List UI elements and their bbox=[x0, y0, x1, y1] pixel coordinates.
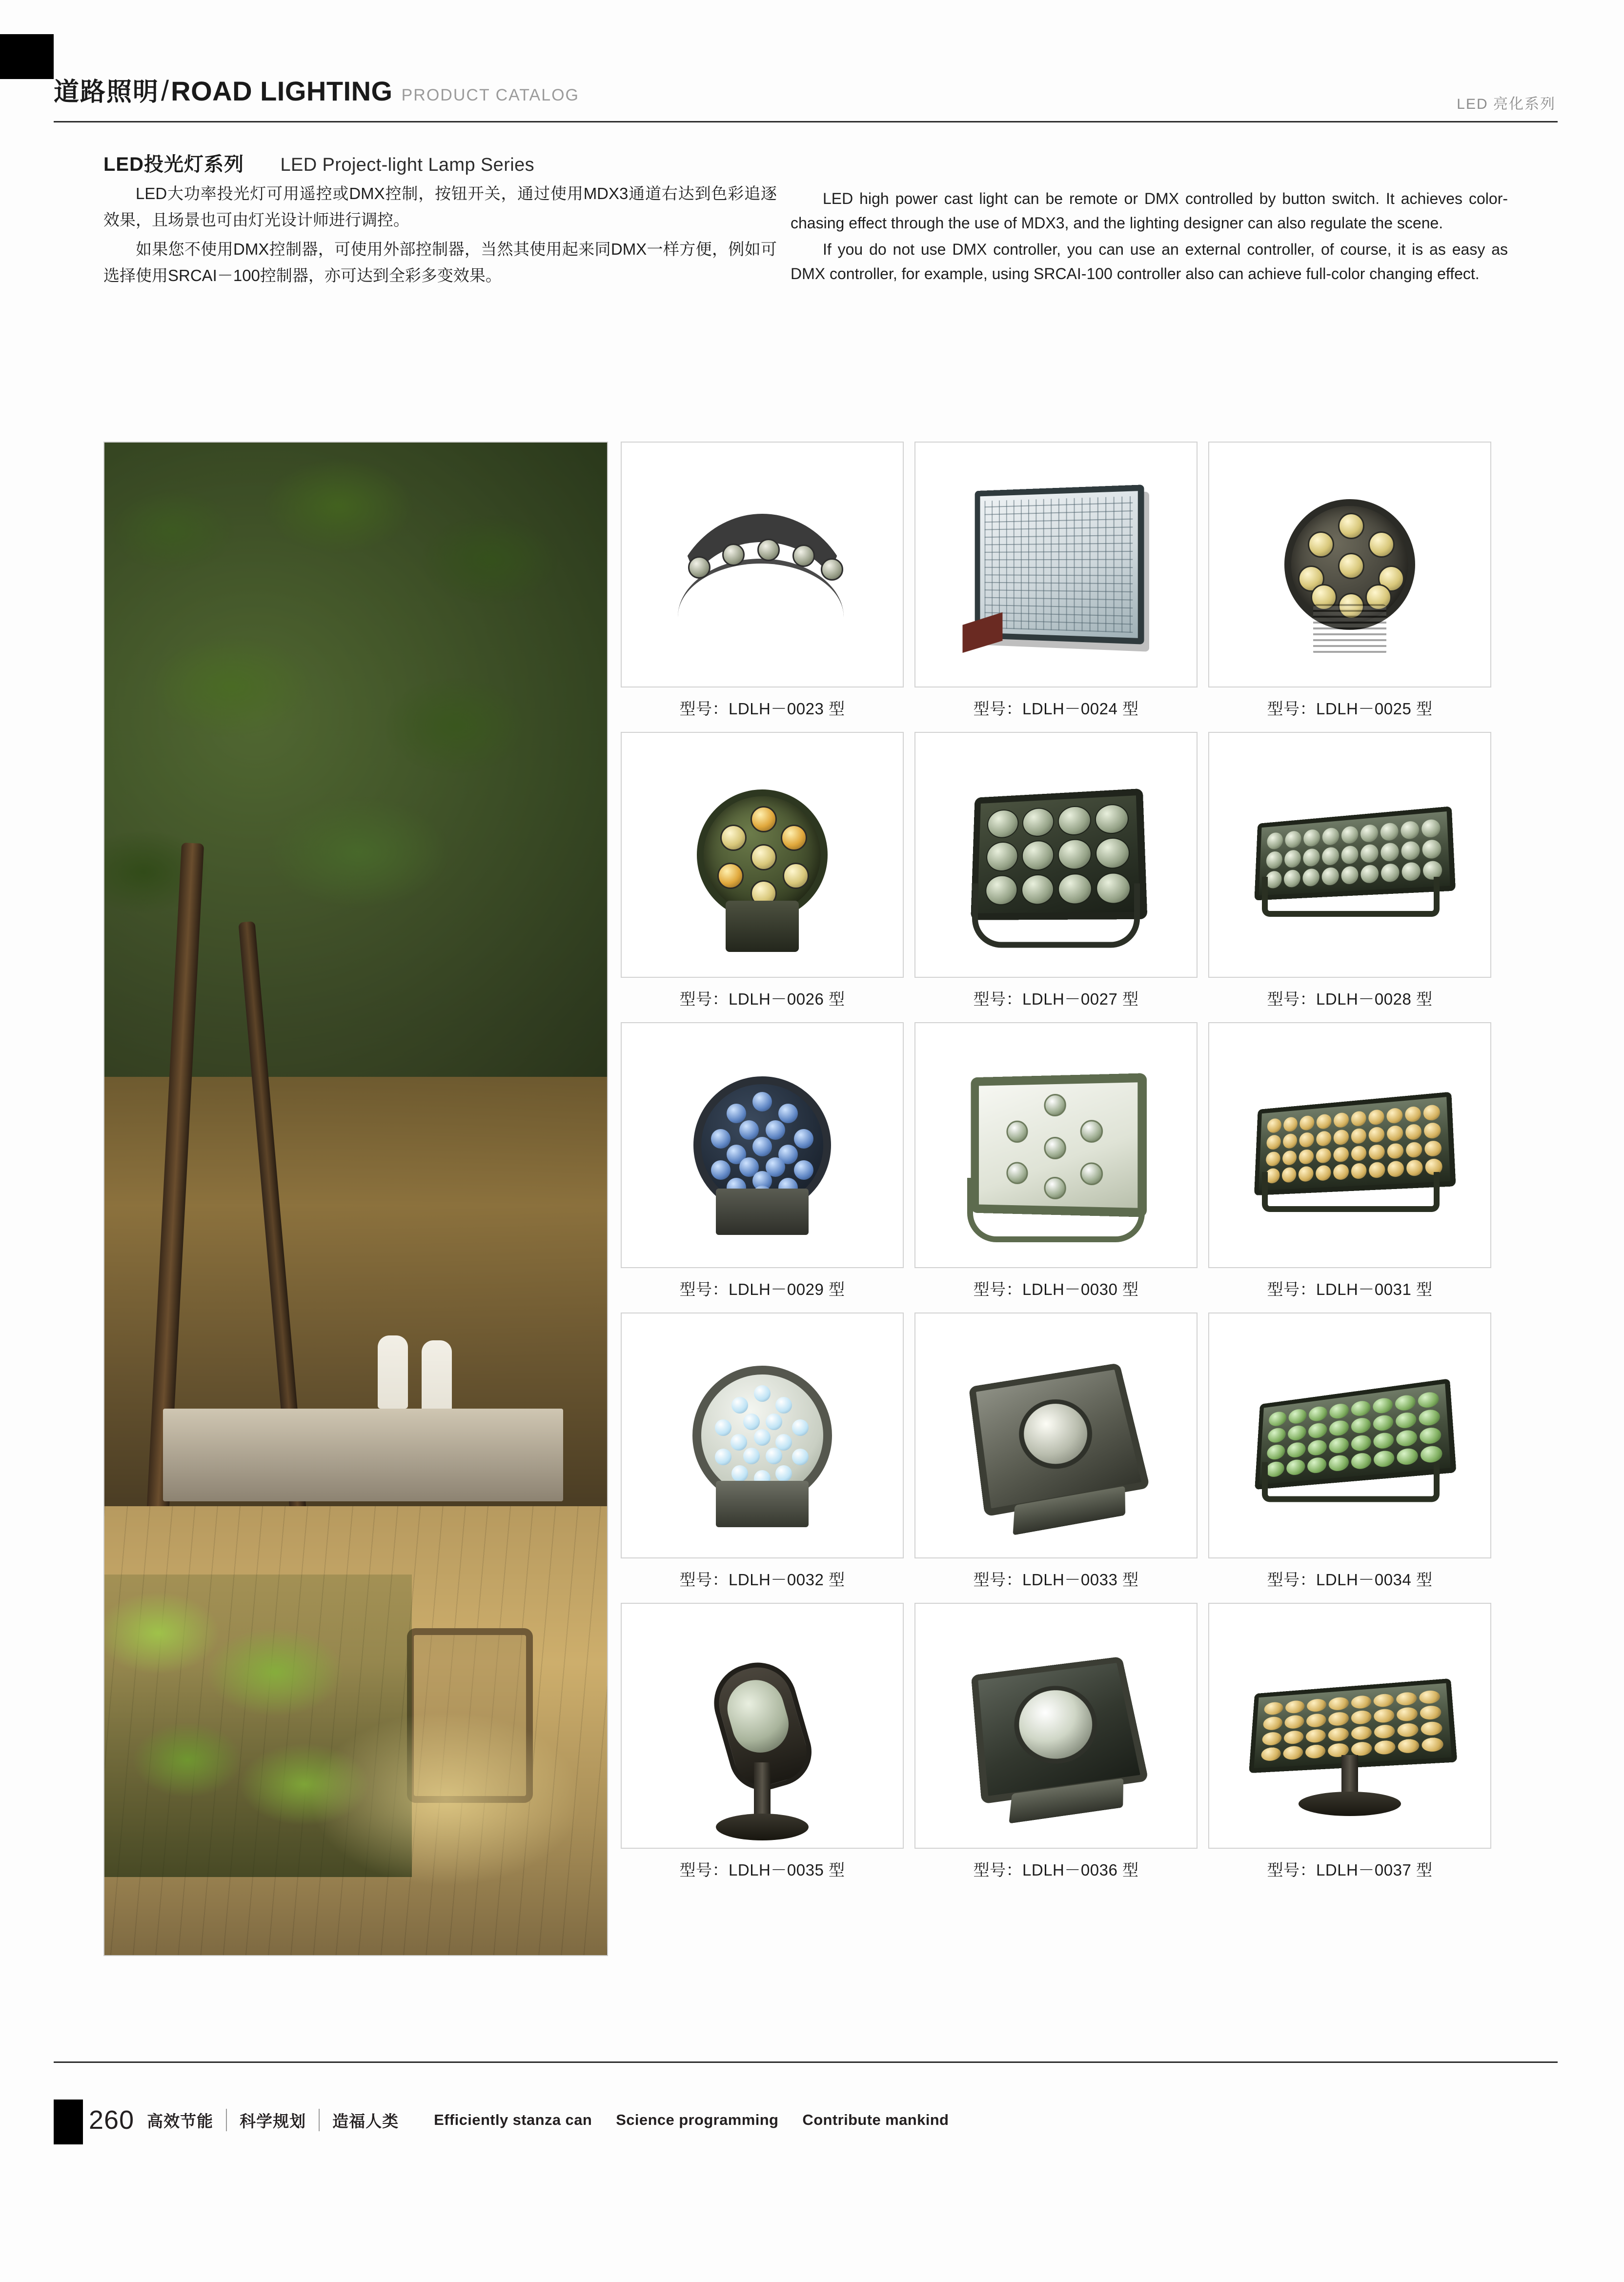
description-cn-paragraph-2: 如果您不使用DMX控制器，可使用外部控制器，当然其使用起来同DMX一样方便，例如可选择使用SRCAI－100控制器，亦可达到全彩多变效果。 bbox=[103, 240, 777, 284]
footer-slogan-en-1: Efficiently stanza can bbox=[434, 2111, 592, 2128]
product-cell[interactable] bbox=[1208, 442, 1491, 723]
header-divider bbox=[54, 121, 1558, 122]
product-image-ldlh-0035 bbox=[621, 1603, 904, 1849]
product-image-ldlh-0029 bbox=[621, 1022, 904, 1268]
product-image-ldlh-0031 bbox=[1208, 1022, 1491, 1268]
product-row bbox=[621, 1313, 1557, 1594]
product-cell[interactable] bbox=[1208, 1022, 1491, 1304]
product-cell[interactable] bbox=[914, 1022, 1198, 1304]
product-cell[interactable] bbox=[1208, 732, 1491, 1013]
panel-flood-lamp-icon bbox=[970, 488, 1142, 641]
page-footer bbox=[54, 2091, 1558, 2149]
product-image-ldlh-0033 bbox=[914, 1313, 1198, 1558]
product-image-ldlh-0023 bbox=[621, 442, 904, 687]
page-header bbox=[0, 34, 1624, 112]
round-amber-lamp-icon bbox=[697, 789, 828, 920]
product-cell[interactable] bbox=[914, 1313, 1198, 1594]
footer-divider bbox=[54, 2061, 1558, 2063]
tilted-flood-dark-lamp-icon bbox=[976, 1658, 1136, 1794]
product-caption: 型号：LDLH－0031 型 bbox=[1267, 1280, 1433, 1298]
product-row bbox=[621, 1603, 1557, 1884]
product-caption: 型号：LDLH－0032 型 bbox=[679, 1571, 845, 1589]
product-cell[interactable] bbox=[914, 732, 1198, 1013]
product-image-ldlh-0025 bbox=[1208, 442, 1491, 687]
product-image-ldlh-0036 bbox=[914, 1603, 1198, 1849]
product-image-ldlh-0028 bbox=[1208, 732, 1491, 978]
product-cell[interactable] bbox=[1208, 1313, 1491, 1594]
product-image-ldlh-0024 bbox=[914, 442, 1198, 687]
tilted-flood-lamp-icon bbox=[976, 1368, 1136, 1503]
round-blue-led-lamp-icon bbox=[693, 1076, 831, 1214]
section-title-cn: LED投光灯系列 bbox=[103, 154, 244, 175]
square-flood-lamp-icon bbox=[969, 791, 1143, 919]
hero-photo-person-2 bbox=[422, 1340, 452, 1414]
product-caption: 型号：LDLH－0023 型 bbox=[679, 700, 845, 718]
header-accent-block bbox=[0, 34, 54, 79]
product-image-ldlh-0037 bbox=[1208, 1603, 1491, 1849]
header-series-label: LED 亮化系列 bbox=[1457, 96, 1556, 112]
scoop-spot-lamp-icon bbox=[721, 1662, 804, 1789]
footer-slogan-en-2: Science programming bbox=[616, 2111, 779, 2128]
footer-accent-block bbox=[54, 2100, 83, 2144]
footer-slogan-cn-2: 科学规划 bbox=[240, 2112, 306, 2130]
footer-slogan-en-3: Contribute mankind bbox=[802, 2111, 949, 2128]
hero-photo-person-1 bbox=[378, 1335, 408, 1409]
section-title-en: LED Project-light Lamp Series bbox=[280, 155, 535, 175]
footer-slogan-cn-3: 造福人类 bbox=[332, 2112, 399, 2130]
product-caption: 型号：LDLH－0025 型 bbox=[1267, 700, 1433, 718]
product-row bbox=[621, 442, 1557, 723]
description-chinese bbox=[103, 181, 777, 292]
product-image-ldlh-0027 bbox=[914, 732, 1198, 978]
description-en-paragraph-2: If you do not use DMX controller, you can use an external controller, of course, it is as easy as DMX controller, for example, using SRCAI-100 controller also can achieve full-color changing effect. bbox=[791, 241, 1508, 283]
product-caption: 型号：LDLH－0029 型 bbox=[679, 1280, 845, 1298]
product-caption: 型号：LDLH－0036 型 bbox=[973, 1861, 1139, 1879]
product-cell[interactable] bbox=[621, 732, 904, 1013]
product-caption: 型号：LDLH－0024 型 bbox=[973, 700, 1139, 718]
product-caption: 型号：LDLH－0027 型 bbox=[973, 990, 1139, 1008]
product-cell[interactable] bbox=[914, 1603, 1198, 1884]
linear-wall-washer-green-icon bbox=[1247, 1388, 1452, 1483]
description-english bbox=[791, 186, 1508, 288]
description-en-paragraph-1: LED high power cast light can be remote or DMX controlled by button switch. It achieves color-chasing effect through the use of MDX3, and the lighting designer can also regulate the scene. bbox=[791, 190, 1508, 232]
footer-slogan-en bbox=[434, 2111, 968, 2129]
round-9led-lamp-icon bbox=[1284, 499, 1415, 630]
description-cn-paragraph-1: LED大功率投光灯可用遥控或DMX控制，按钮开关，通过使用MDX3通道右达到色彩追逐效果，且场景也可由灯光设计师进行调控。 bbox=[103, 184, 777, 229]
product-caption: 型号：LDLH－0030 型 bbox=[973, 1280, 1139, 1298]
product-caption: 型号：LDLH－0034 型 bbox=[1267, 1571, 1433, 1589]
product-image-ldlh-0030 bbox=[914, 1022, 1198, 1268]
header-title-separator: / bbox=[161, 75, 169, 107]
linear-wall-washer-amber-icon bbox=[1247, 1099, 1452, 1191]
product-row bbox=[621, 1022, 1557, 1304]
white-face-flood-icon bbox=[967, 1075, 1145, 1215]
page-number: 260 bbox=[89, 2105, 135, 2135]
product-cell[interactable] bbox=[621, 1313, 904, 1594]
header-title-cn: 道路照明 bbox=[54, 78, 160, 106]
hero-photo bbox=[103, 442, 608, 1956]
product-cell[interactable] bbox=[621, 1022, 904, 1304]
header-title-group bbox=[54, 77, 579, 105]
product-cell[interactable] bbox=[621, 442, 904, 723]
hero-photo-light-glow bbox=[309, 1711, 583, 1887]
product-cell[interactable] bbox=[621, 1603, 904, 1884]
product-caption: 型号：LDLH－0028 型 bbox=[1267, 990, 1433, 1008]
product-caption: 型号：LDLH－0037 型 bbox=[1267, 1861, 1433, 1879]
arc-lamp-icon bbox=[670, 514, 854, 615]
section-title bbox=[103, 149, 534, 177]
product-grid bbox=[621, 442, 1557, 1893]
product-image-ldlh-0034 bbox=[1208, 1313, 1491, 1558]
pole-mounted-wash-lamp-icon bbox=[1247, 1682, 1452, 1770]
product-row bbox=[621, 732, 1557, 1013]
footer-slogan-cn-1: 高效节能 bbox=[147, 2112, 214, 2130]
product-cell[interactable] bbox=[914, 442, 1198, 723]
round-white-led-lamp-icon bbox=[692, 1366, 832, 1505]
product-cell[interactable] bbox=[1208, 1603, 1491, 1884]
product-image-ldlh-0026 bbox=[621, 732, 904, 978]
header-title-en: ROAD LIGHTING bbox=[171, 76, 393, 106]
product-image-ldlh-0032 bbox=[621, 1313, 904, 1558]
hero-photo-buffet-counter bbox=[163, 1409, 563, 1501]
product-caption: 型号：LDLH－0026 型 bbox=[679, 990, 845, 1008]
product-caption: 型号：LDLH－0033 型 bbox=[973, 1571, 1139, 1589]
product-caption: 型号：LDLH－0035 型 bbox=[679, 1861, 845, 1879]
header-subtitle: PRODUCT CATALOG bbox=[401, 86, 579, 104]
linear-wall-washer-icon bbox=[1247, 813, 1452, 896]
